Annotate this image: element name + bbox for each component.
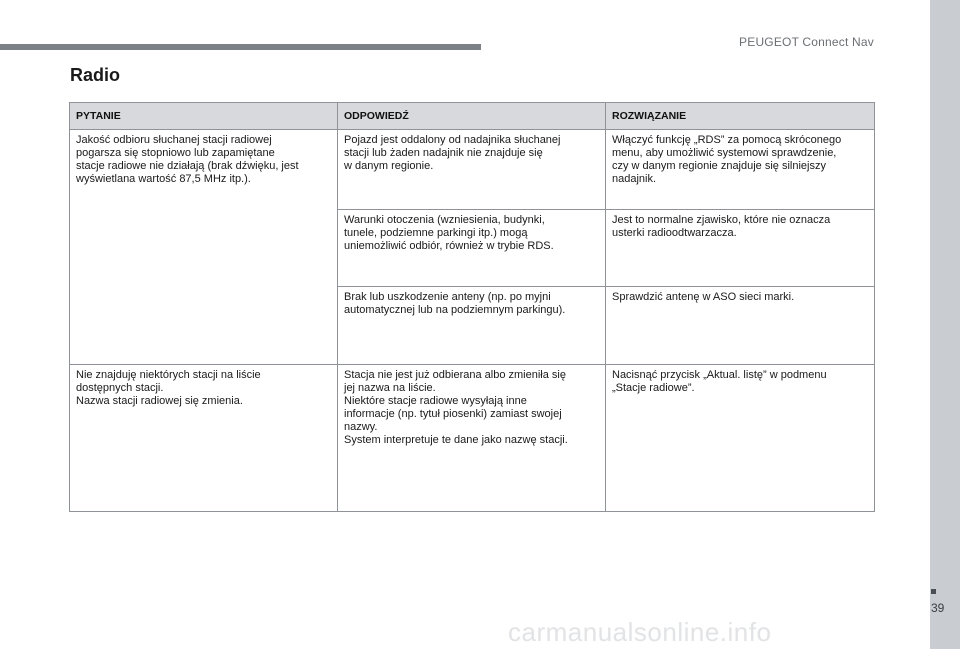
answer-text: Pojazd jest oddalony od nadajnika słuchanej stacji lub żaden nadajnik nie znajduje się w danym regionie.: [344, 134, 561, 172]
column-header-question: PYTANIE: [70, 103, 338, 130]
watermark: carmanualsonline.info: [508, 617, 772, 647]
column-header-answer: ODPOWIEDŹ: [338, 103, 606, 130]
page-title: Radio: [70, 65, 121, 85]
answer-text: Warunki otoczenia (wzniesienia, budynki, tunele, podziemne parkingi itp.) mogą uniemożliwić odbiór, również w trybie RDS.: [344, 213, 554, 252]
solution-text: Nacisnąć przycisk „Aktual. listę” w podmenu „Stacje radiowe”.: [612, 369, 827, 395]
answer-text: Brak lub uszkodzenie anteny (np. po myjni automatycznej lub na podziemnym parkingu).: [344, 291, 566, 317]
header-rule: [0, 44, 481, 50]
solution-cell: [606, 209, 875, 287]
brand-title: PEUGEOT Connect Nav: [739, 35, 874, 49]
question-text: Jakość odbioru słuchanej stacji radiowej pogarsza się stopniowo lub zapamiętane stacje radiowe nie działają (brak dźwięku, jest wyświetlana wartość 87,5 MHz itp.).: [76, 134, 299, 185]
answer-cell: [338, 365, 606, 512]
answer-cell: [338, 130, 606, 210]
solution-cell: [606, 287, 875, 365]
column-header-solution: ROZWIĄZANIE: [606, 103, 875, 130]
side-strip: [930, 0, 960, 649]
solution-text: Sprawdzić antenę w ASO sieci marki.: [612, 291, 795, 304]
troubleshooting-table: [69, 102, 875, 512]
answer-text: Stacja nie jest już odbierana albo zmieniła się jej nazwa na liście. Niektóre stacje radiowe wysyłają inne informacje (np. tytuł piosenki) zamiast swojej nazwy. System interpretuje te dane jako nazwę stacji.: [344, 369, 568, 447]
table-row: [70, 365, 875, 512]
solution-cell: [606, 365, 875, 512]
table-row: [70, 130, 875, 210]
solution-cell: [606, 130, 875, 210]
question-cell: [70, 365, 338, 512]
answer-cell: [338, 287, 606, 365]
solution-text: Jest to normalne zjawisko, które nie oznacza usterki radioodtwarzacza.: [612, 213, 831, 239]
answer-cell: [338, 209, 606, 287]
table-header-row: [70, 103, 875, 130]
solution-text: Włączyć funkcję „RDS” za pomocą skróconego menu, aby umożliwić systemowi sprawdzenie, czy w danym regionie znajduje się silniejszy nadajnik.: [612, 134, 842, 185]
page-marker-dot: [931, 589, 936, 594]
question-text: Nie znajduję niektórych stacji na liście dostępnych stacji. Nazwa stacji radiowej się zmienia.: [76, 369, 261, 408]
page-number: 39: [931, 601, 945, 615]
question-cell: [70, 130, 338, 365]
